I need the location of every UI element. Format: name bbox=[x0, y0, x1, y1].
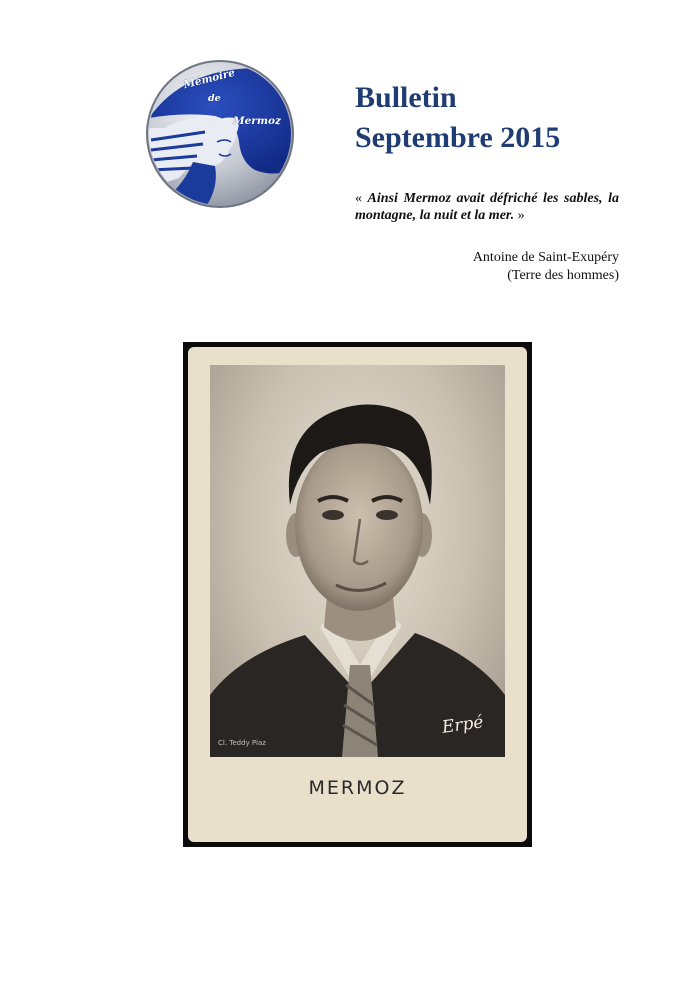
bulletin-title bbox=[355, 78, 560, 158]
epigraph-quote bbox=[355, 190, 619, 224]
logo-text-mermoz: Mermoz bbox=[233, 115, 281, 127]
postcard-paper bbox=[188, 347, 527, 842]
logo-text-de: de bbox=[208, 93, 221, 104]
title-line-bulletin: Bulletin bbox=[355, 81, 457, 114]
quote-author: Antoine de Saint-Exupéry bbox=[472, 250, 619, 265]
portrait-photo bbox=[210, 365, 505, 757]
photo-signature: Erpé bbox=[440, 712, 485, 738]
portrait-postcard bbox=[183, 342, 532, 847]
quote-close-mark: » bbox=[514, 208, 525, 223]
quote-body: Ainsi Mermoz avait défriché les sables, la montagne, la nuit et la mer. bbox=[355, 191, 619, 223]
association-logo bbox=[145, 58, 295, 210]
photo-copyright: Cl. Teddy Piaz bbox=[218, 739, 266, 747]
quote-attribution bbox=[355, 249, 619, 285]
quote-open-mark: « bbox=[355, 191, 368, 206]
quote-source: (Terre des hommes) bbox=[507, 268, 619, 283]
title-line-date: Septembre 2015 bbox=[355, 121, 561, 154]
postcard-caption: MERMOZ bbox=[308, 777, 407, 799]
portrait-figure bbox=[210, 365, 505, 757]
logo-text-memoire: Mémoire bbox=[182, 66, 237, 92]
